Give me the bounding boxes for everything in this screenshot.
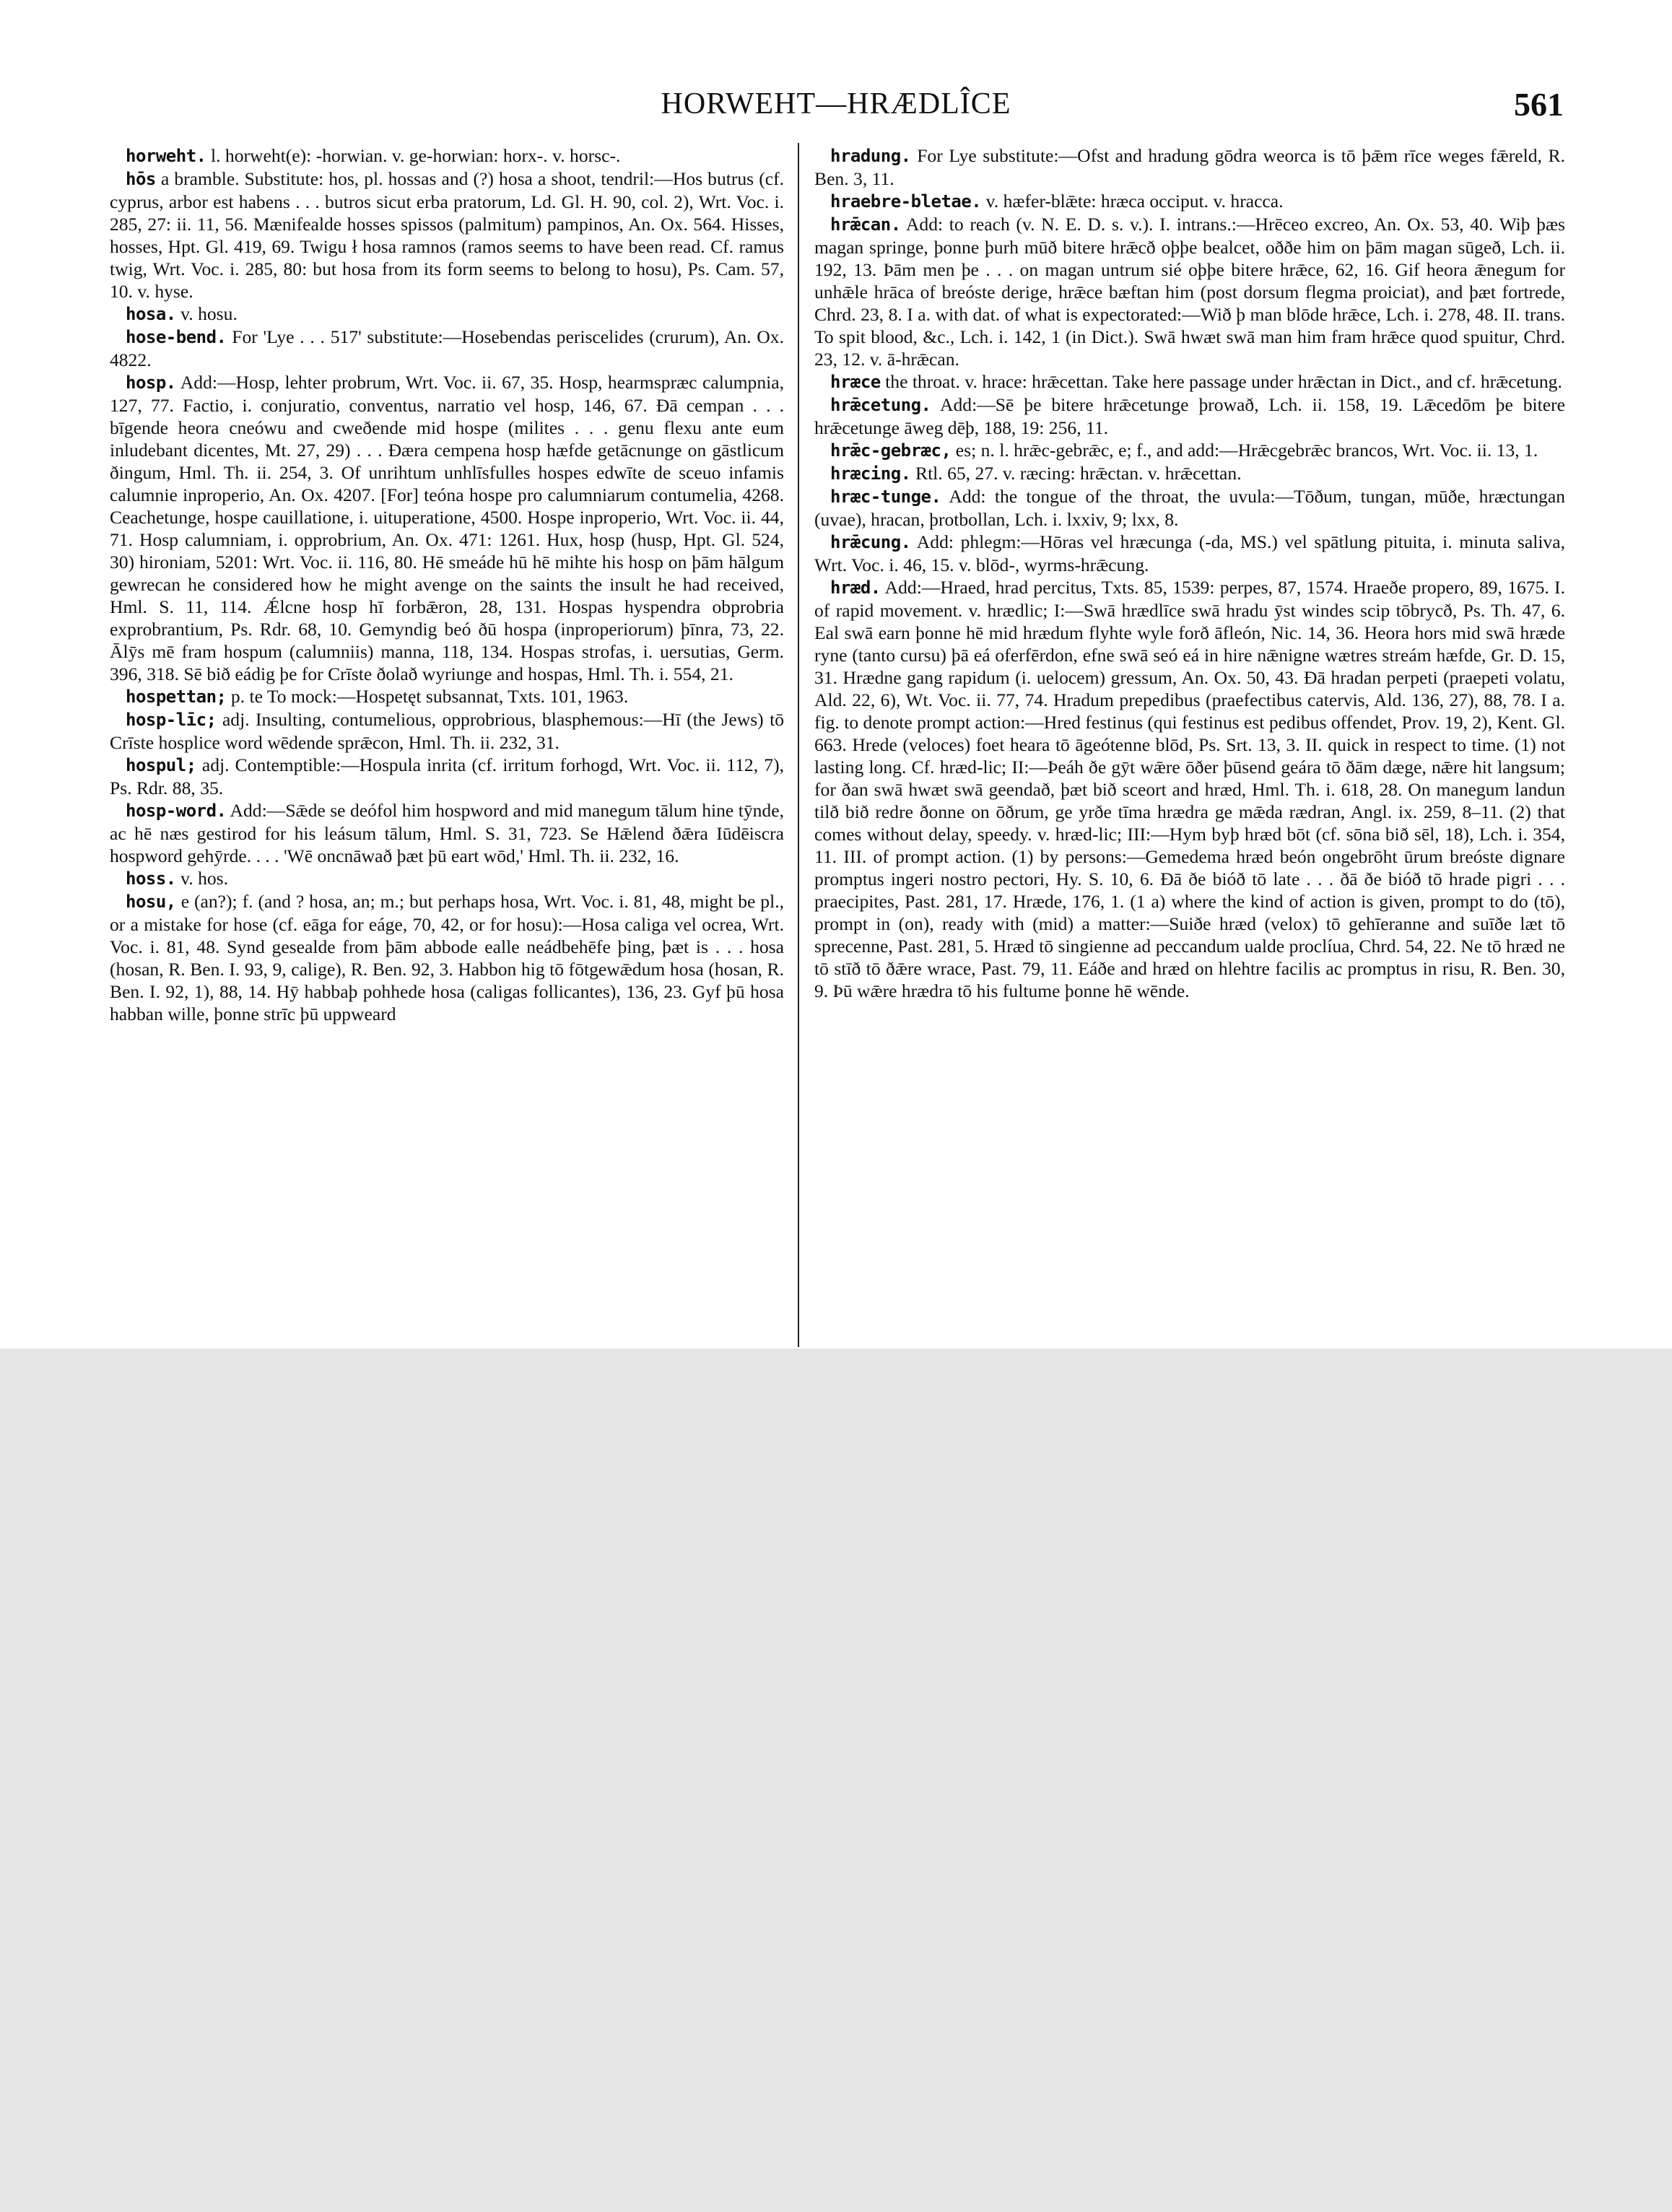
entry-text: Add: to reach (v. N. E. D. s. v.). I. intrans.:—Hrēceo excreo, An. Ox. 53, 40. Wiþ þæs magan springe, þonne þurh mūð bitere hrǣcð oþþe bealcet, oððe him on þām magan sūgeð, Lch. ii. 192, 13. Þām men þe . . . on magan untrum sié oþþe bitere hrǣce, 62, 16. Gif heora ǣnegum for unhǣle hrāca of breóste derige, hrǣce bæftan him (post dorsum flegma proiciat), and þæt fortrede, Chrd. 23, 8. I a. with dat. of what is expectorated:—Wið þ man blōde hrǣce, Lch. i. 278, 48. II. trans. To spit blood, &c., Lch. i. 142, 1 (in Dict.). Swā hwæt swā man him fram hrǣce quod spuitur, Chrd. 23, 12. v. ā-hrǣcan. [814,214,1565,370]
entry-text: v. hæfer-blǣte: hræca occiput. v. hracca. [985,191,1284,212]
entry-text: For Lye substitute:—Ofst and hradung gōdra weorca is tō þǣm rīce weges fǣreld, R. Ben. 3, 11. [814,145,1565,189]
entry-headword: hrǣcan. [830,214,901,235]
entry-text: p. te To mock:—Hospetęt subsannat, Txts. 101, 1963. [230,686,629,707]
entry-text: Add: the tongue of the throat, the uvula:—Tōðum, tungan, mūðe, hræctungan (uvae), hracan, þrotbollan, Lch. i. lxxiv, 9; lxx, 8. [814,486,1565,530]
entry-headword: hræce [830,372,881,392]
entry-text: adj. Insulting, contumelious, opprobrious, blasphemous:—Hī (the Jews) tō Crīste hosplice word wēdende sprǣcon, Hml. Th. ii. 232, 31. [110,709,784,753]
entry-headword: hræc-tunge. [830,487,941,507]
entry-text: v. hos. [180,868,229,889]
dictionary-entry [110,302,784,326]
entry-text: v. hosu. [180,303,238,324]
dictionary-entry [110,708,784,754]
entry-headword: hradung. [830,146,911,166]
column-divider [798,143,799,1347]
entry-headword: hræcing. [830,463,911,484]
entry-headword: hosp-līc; [126,710,217,730]
entry-headword: hose-bend. [126,327,227,347]
entry-text: Add:—Hosp, lehter probrum, Wrt. Voc. ii. 67, 35. Hosp, hearmspræc calumpnia, 127, 77. Factio, i. conjuratio, conventus, narratio vel hosp, 146, 67. Ðā cempan . . . bīgende heora cneówu and cweðende mid hospe (milites . . . genu flexu ante eum inludebant dicentes, Mt. 27, 29) . . . Ðæra cempena hosp hæfde getācnunge on gāstlicum ðingum, Hml. Th. ii. 254, 3. Of unrihtum unhlīsfulles hospes edwīte de sceuo infamis calumnie inproperio, An. Ox. 4207. [For] teóna hospe pro calumniarum contumelia, 4268. Ceachetunge, hospe cauillatione, i. uituperatione, 4500. Hospe inproperio, Wrt. Voc. ii. 44, 71. Hosp calumniam, i. opprobrium, An. Ox. 471: 1261. Hux, hosp (husp, Hpt. Gl. 524, 30) hironiam, 5201: Wrt. Voc. ii. 116, 80. Hē smeáde hū hē mihte his hosp on þām hālgum gewrecan he considered how he might avenge on the saints the insult he had received, Hml. S. 11, 114. Ǽlcne hosp hī forbǣron, 28, 131. Hospas hyspendra obprobria exprobrantium, Ps. Rdr. 68, 10. Gemyndig beó ðū hospa (inproperiorum) þīnra, 73, 22. Ālȳs mē fram hospum (calumniis) manna, 118, 134. Hospas strofas, i. uersutias, Germ. 396, 318. Sē bið eádig þe for Crīste ðolað wyriunge and hospas, Hml. Th. i. 554, 21. [110,372,784,684]
dictionary-entry [110,167,784,302]
dictionary-entry [110,867,784,890]
running-header: HORWEHT—HRÆDLÎCE [661,87,1011,121]
dictionary-entry [814,144,1565,190]
entry-text: e (an?); f. (and ? hosa, an; m.; but perhaps hosa, Wrt. Voc. i. 81, 48, might be pl., or a mistake for hose (cf. eāga for eáge, 70, 42, or for hosu):—Hosa caliga vel ocrea, Wrt. Voc. i. 81, 48. Synd gesealde from þām abbode ealle neádbehēfe þing, þæt is . . . hosa (hosan, R. Ben. I. 93, 9, calige), R. Ben. 92, 3. Habbon hig tō fōtgewǣdum hosa (hosan, R. Ben. I. 92, 1), 88, 14. Hȳ habbaþ pohhede hosa (caligas follicantes), 136, 23. Gyf þū hosa habban wille, þonne strīc þū uppweard [110,891,784,1024]
entry-headword: hoss. [126,868,176,889]
dictionary-entry [814,576,1565,1002]
entry-text: adj. Contemptible:—Hospula inrita (cf. irritum forhogd, Wrt. Voc. ii. 112, 7), Ps. Rdr. 88, 35. [110,754,784,798]
empty-canvas-area [0,1349,1672,2212]
page-number: 561 [1514,86,1564,123]
entry-text: Add: phlegm:—Hōras vel hræcunga (-da, MS.) vel spātlung pituita, i. minuta saliva, Wrt. Voc. i. 46, 15. v. blōd-, wyrms-hrǣcung. [814,531,1565,575]
left-column [110,144,784,1349]
dictionary-entry [814,213,1565,370]
dictionary-entry [814,531,1565,576]
entry-headword: horweht. [126,146,206,166]
dictionary-entry [814,370,1565,393]
right-column [814,144,1565,1349]
entry-text: es; n. l. hrǣc-gebrǣc, e; f., and add:—Hrǣcgebrǣc brancos, Wrt. Voc. ii. 13, 1. [955,440,1538,461]
dictionary-entry [110,326,784,371]
dictionary-entry [814,485,1565,531]
entry-text: Rtl. 65, 27. v. ræcing: hrǣctan. v. hrǣcettan. [915,463,1242,484]
entry-headword: hospettan; [126,687,227,707]
entry-headword: hosa. [126,304,176,324]
dictionary-entry [814,439,1565,462]
entry-text: For 'Lye . . . 517' substitute:—Hosebendas periscelides (crurum), An. Ox. 4822. [110,326,784,370]
entry-text: Add:—Sē þe bitere hrǣcetunge þrowað, Lch. ii. 158, 19. Lǣcedōm þe bitere hrǣcetunge āweg dēþ, 188, 19: 256, 11. [814,394,1565,438]
dictionary-entry [814,393,1565,439]
entry-text: Add:—Hraed, hrad percitus, Txts. 85, 1539: perpes, 87, 1574. Hraeðe propero, 89, 1675. I. of rapid movement. v. hrædlic; I:—Swā hrædlīce swā hradu ȳst windes scip tōbrycð, Ps. Th. 47, 6. Eal swā earn þonne hē mid hrædum flyhte wyle forð āfleón, Nic. 14, 36. Heora hors mid swā hræde ryne (tanto cursu) þā eá oferfērdon, efne swā seó eá in hire nǣnigne wætres streám hæfde, Gr. D. 15, 31. Hrædne gang rapidum (i. uelocem) gressum, An. Ox. 50, 43. Ðā hradan perpeti (praepeti volatu, Ald. 22, 6), Wt. Voc. ii. 77, 74. Hradum prepedibus (praefectibus catervis, Ald. 136, 27), 88, 78. I a. fig. to denote prompt action:—Hred festinus (qui festinus est pedibus offendet, Prov. 19, 2), Kent. Gl. 663. Hrede (veloces) foet heara tō āgeótenne blōd, Ps. Srt. 13, 3. II. quick in respect to time. (1) not lasting long. Cf. hræd-lic; II:—Þeáh ðe gȳt wǣre ōðer þūsend geára tō ðām dæge, nǣre hit langsum; for ðan swā hwæt swā geendað, þæt bið sceort and hræd, Hml. Th. i. 618, 28. On manegum landun tilð bið redre ðonne on ōðrum, ge yrðe tīma hrædra ge mǣda rædran, Angl. ix. 259, 8–11. (2) that comes without delay, speedy. v. hræd-lic; III:—Hym byþ hræd bōt (cf. sōna bið sēl, 18), Lch. i. 354, 11. III. of prompt action. (1) by persons:—Gemedema hræd beón ongebrōht ūrum breóste dignare promptus ingeri nostro pectori, Hy. S. 10, 6. Ðā ðe bióð tō late . . . ðā ðe bióð tō hrade pigri . . . praecipites, Past. 281, 17. Hræde, 176, 1. (1 a) where the kind of action is given, prompt to do (tō), prompt in (on), ready with (mid) a matter:—Suiðe hræd (velox) tō gehīeranne and suīðe læt tō sprecenne, Past. 281, 5. Hræd tō singienne ad peccandum ualde proclíua, Chrd. 54, 22. Ne tō hræd ne tō stīð tō ðǣre wrace, Past. 79, 11. Eáðe and hræd on hlehtre facilis ac promptus in risu, R. Ben. 30, 9. Þū wǣre hrædra tō his fultume þonne hē wēnde. [814,577,1565,1001]
entry-headword: hræd. [830,578,881,598]
entry-text: the throat. v. hrace: hrǣcettan. Take here passage under hrǣctan in Dict., and cf. hrǣcetung. [885,371,1562,392]
entry-headword: hosp. [126,373,176,393]
dictionary-entry [110,371,784,685]
dictionary-entry [110,144,784,167]
dictionary-entry [110,799,784,867]
entry-headword: hospul; [126,755,196,775]
entry-headword: hosu, [126,892,176,912]
entry-headword: hraebre-bletae. [830,191,982,212]
dictionary-entry [110,685,784,708]
entry-text: Add:—Sǣde se deófol him hospword and mid manegum tālum hine tȳnde, ac hē næs gestirod for his leásum tālum, Hml. S. 31, 723. Se Hǣlend ðǣra Iūdēiscra hospword gehȳrde. . . . 'Wē oncnāwað þæt þū eart wōd,' Hml. Th. ii. 232, 16. [110,800,784,866]
entry-headword: hrǣcung. [830,532,911,552]
entry-headword: hrǣcetung. [830,395,931,415]
entry-headword: hōs [126,169,156,189]
entry-text: l. horweht(e): -horwian. v. ge-horwian: horx-. v. horsc-. [211,145,621,166]
entry-text: a bramble. Substitute: hos, pl. hossas and (?) hosa a shoot, tendril:—Hos butrus (cf. cyprus, arbor est habens . . . butros sicut erba pratorum, Ld. Gl. H. 90, col. 2), Wrt. Voc. i. 285, 27: ii. 11, 56. Mænifealde hosses spissos (palmitum) pampinos, An. Ox. 564. Hisses, hosses, Hpt. Gl. 419, 69. Twigu ł hosa ramnos (ramos seems to have been read. Cf. ramus twig, Wrt. Voc. i. 285, 80: but hosa from its form seems to belong to hosu), Ps. Cam. 57, 10. v. hyse. [110,168,784,302]
dictionary-entry [110,754,784,799]
dictionary-entry [110,890,784,1025]
dictionary-entry [814,190,1565,213]
entry-headword: hosp-word. [126,801,227,821]
dictionary-entry [814,462,1565,485]
entry-headword: hrǣc-gebræc, [830,440,952,461]
